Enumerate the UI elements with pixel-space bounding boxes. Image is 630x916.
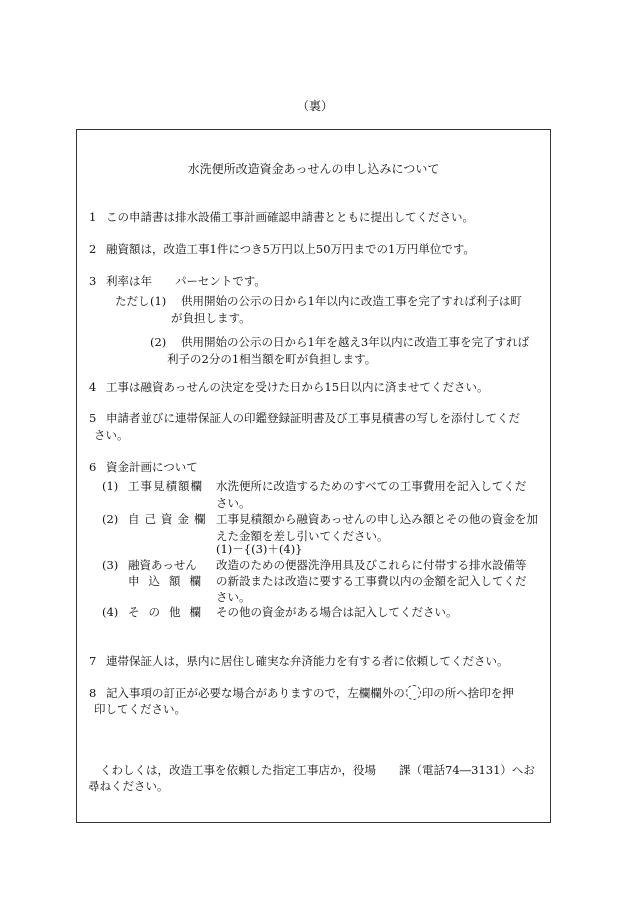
funding-row-1-line-1: 水洗便所に改造するためのすべての工事費用を記入してくだ — [216, 479, 527, 493]
item-2-text: 融資額は，改造工事1件につき5万円以上50万円までの1万円単位です。 — [106, 242, 475, 256]
funding-row-2-label: 自己資金欄 — [128, 512, 211, 526]
footer-line-1: くわしくは，改造工事を依頼した指定工事店か，役場 課（電話74―3131）へお — [100, 763, 535, 777]
item-3-text: 利率は年 パーセントです。 — [106, 274, 266, 288]
document-frame — [76, 129, 551, 823]
item-6-text: 資金計画について — [106, 460, 198, 474]
funding-row-3-label-line-2: 申込額欄 — [128, 574, 210, 588]
document-title: 水洗便所改造資金あっせんの申し込みについて — [187, 162, 440, 176]
item-7-number: 7 — [89, 654, 97, 668]
item-2-number: 2 — [89, 242, 97, 256]
dotted-circle-mark-icon — [406, 685, 421, 700]
item-8-line-1-start: 記入事項の訂正が必要な場合がありますので，左欄欄外の — [106, 686, 405, 700]
item-8-number: 8 — [89, 686, 97, 700]
item-6-number: 6 — [89, 460, 97, 474]
funding-row-1-line-2: さい。 — [216, 496, 251, 510]
item-4-number: 4 — [89, 380, 97, 394]
item-3-proviso-prefix: ただし — [115, 294, 150, 308]
funding-row-3-line-3: さい。 — [216, 590, 251, 604]
item-1-text: この申請書は排水設備工事計画確認申請書とともに提出してください。 — [106, 210, 474, 224]
footer-line-2: 尋ねください。 — [88, 779, 169, 793]
item-3-proviso-1-line-1: 供用開始の公示の日から1年以内に改造工事を完了すれば利子は町 — [181, 294, 522, 308]
item-8-line-1 — [106, 685, 514, 702]
funding-row-3-label-line-1: 融資あっせん — [128, 558, 197, 572]
funding-row-2-line-2: えた金額を差し引いてください。 — [216, 529, 389, 543]
item-8-line-2: 印してください。 — [94, 702, 186, 716]
item-3-proviso-1-line-2: が負担します。 — [171, 311, 251, 325]
funding-row-1-label: 工事見積額欄 — [128, 479, 203, 493]
item-3-proviso-2-line-1: 供用開始の公示の日から1年を越え3年以内に改造工事を完了すれば — [181, 335, 530, 349]
funding-row-3-line-1: 改造のための便器洗浄用具及びこれらに付帯する排水設備等 — [216, 558, 527, 572]
funding-row-1-number: (1) — [102, 479, 119, 493]
item-4-text: 工事は融資あっせんの決定を受けた日から15日以内に済ませてください。 — [106, 380, 489, 394]
funding-row-4-number: (4) — [102, 605, 119, 619]
funding-row-3-line-2: の新設または改造に要する工事費以内の金額を記入してくだ — [216, 574, 527, 588]
page-label: （裏） — [296, 99, 333, 113]
funding-row-3-number: (3) — [102, 558, 119, 572]
item-3-proviso-2-line-2: 利子の2分の1相当額を町が負担します。 — [167, 352, 377, 366]
funding-row-2-number: (2) — [102, 512, 119, 526]
item-5-line-2: さい。 — [94, 428, 129, 442]
item-3-proviso-2-number: (2) — [150, 335, 167, 349]
funding-row-2-formula: (1)－{(3)＋(4)} — [216, 542, 303, 556]
funding-row-4-line-1: その他の資金がある場合は記入してください。 — [216, 605, 458, 619]
item-1-number: 1 — [89, 210, 97, 224]
item-3-proviso-1-number: (1) — [150, 294, 167, 308]
item-3-number: 3 — [89, 274, 97, 288]
item-7-text: 連帯保証人は，県内に居住し確実な弁済能力を有する者に依頼してください。 — [106, 654, 509, 668]
item-8-line-1-end: 印の所へ捨印を押 — [421, 686, 514, 700]
item-5-line-1: 申請者並びに連帯保証人の印鑑登録証明書及び工事見積書の写しを添付してくだ — [106, 411, 520, 425]
funding-row-4-label: その他欄 — [128, 605, 210, 619]
item-5-number: 5 — [89, 411, 97, 425]
funding-row-2-line-1: 工事見積額から融資あっせんの申し込み額とその他の資金を加 — [216, 512, 538, 526]
